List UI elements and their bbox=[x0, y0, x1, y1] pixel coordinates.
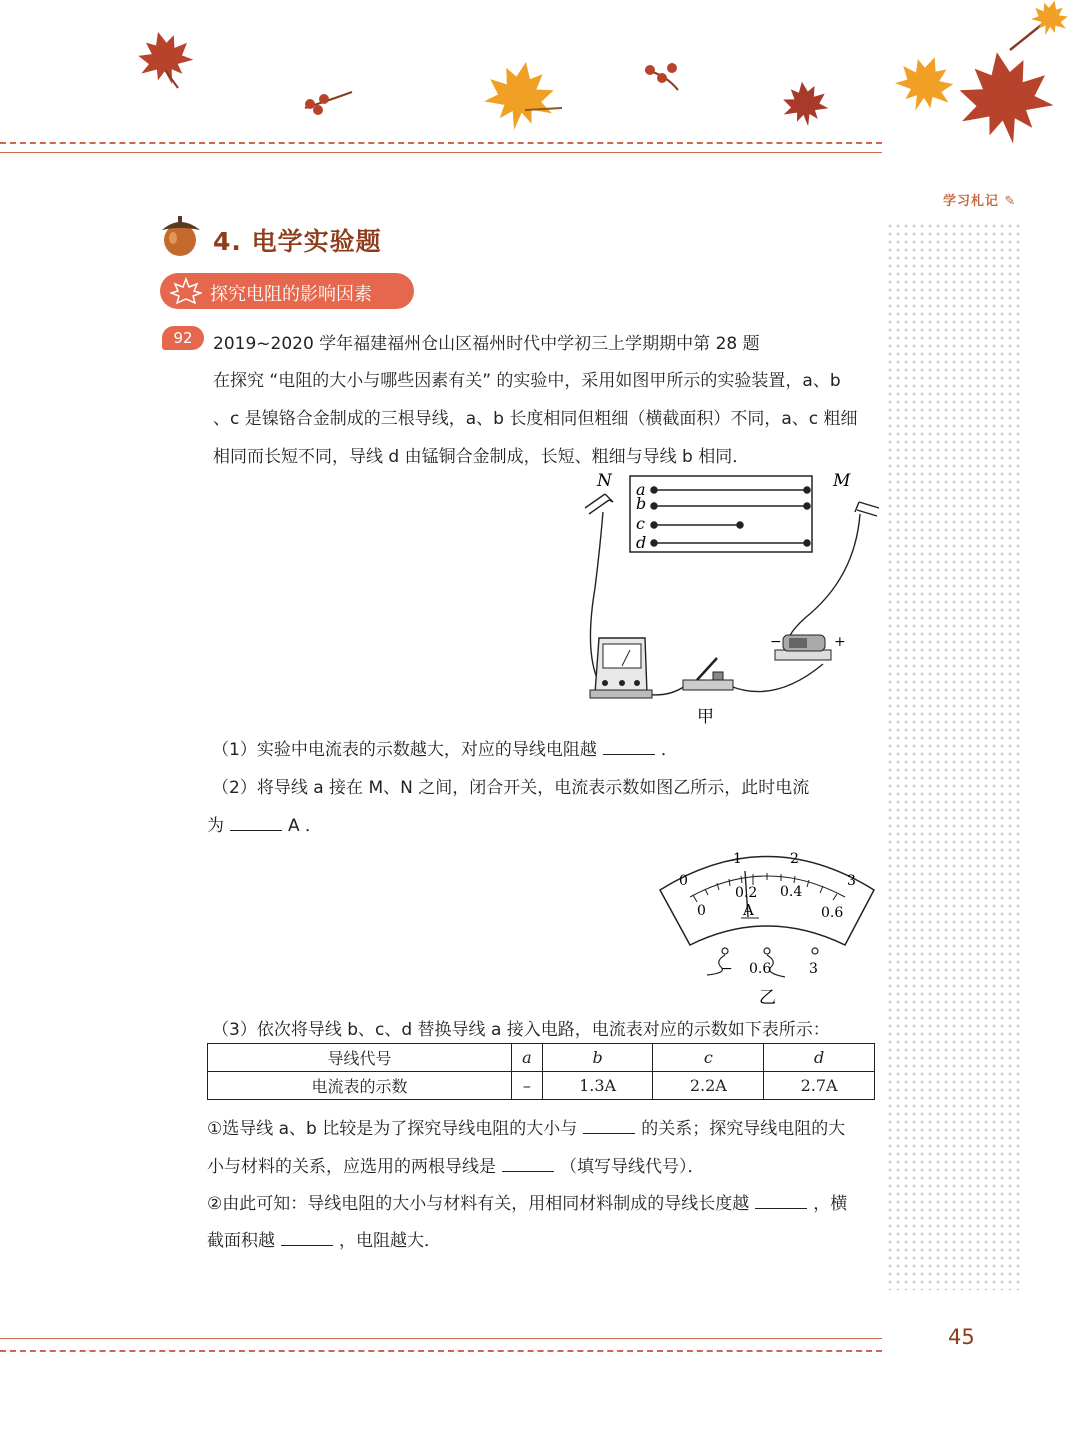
answer-blank-2[interactable] bbox=[230, 816, 282, 831]
topic-pill bbox=[160, 273, 414, 309]
table-cell: 2.7A bbox=[764, 1072, 875, 1100]
table-cell: d bbox=[764, 1044, 875, 1072]
bottom-dashed-line bbox=[0, 1350, 882, 1352]
table-cell: 1.3A bbox=[542, 1072, 653, 1100]
dial-unit: A bbox=[743, 901, 754, 919]
maple-leaf-icon bbox=[1028, 0, 1072, 40]
topic-label: 探究电阻的影响因素 bbox=[210, 284, 372, 305]
clip-m-icon bbox=[855, 502, 879, 516]
answer-blank-5[interactable] bbox=[755, 1194, 807, 1209]
current-readings-table bbox=[207, 1043, 875, 1100]
terminal-minus: − bbox=[721, 961, 733, 977]
figure-jia-caption: 甲 bbox=[697, 707, 714, 727]
battery-minus-label: − bbox=[770, 634, 782, 650]
wire-label-b: b bbox=[636, 494, 647, 513]
table-cell: c bbox=[653, 1044, 764, 1072]
table-cell: – bbox=[512, 1072, 543, 1100]
switch-icon bbox=[683, 658, 733, 690]
page-number: 45 bbox=[948, 1325, 975, 1349]
answer-blank-1[interactable] bbox=[603, 740, 655, 755]
figure-yi-caption: 乙 bbox=[759, 988, 776, 1008]
part-3-intro: （3）依次将导线 b、c、d 替换导线 a 接入电路，电流表对应的示数如下表所示： bbox=[212, 1020, 830, 1040]
pencil-icon: ✎ bbox=[1004, 194, 1017, 209]
question-source: 2019~2020 学年福建福州仓山区福州时代中学初三上学期期中第 28 题 bbox=[213, 334, 760, 354]
battery-icon bbox=[770, 634, 846, 660]
sub-1-line-1: ①选导线 a、b 比较是为了探究导线电阻的大小与 的关系；探究导线电阻的大 bbox=[207, 1119, 846, 1139]
maple-leaf-icon bbox=[888, 47, 961, 120]
maple-leaf-icon bbox=[951, 10, 1060, 152]
answer-blank-3[interactable] bbox=[583, 1119, 635, 1134]
maple-leaf-icon bbox=[780, 79, 831, 130]
maple-leaf-icon bbox=[480, 56, 562, 136]
wire-board bbox=[630, 476, 812, 552]
ammeter-icon bbox=[590, 638, 652, 698]
question-number-badge: 92 bbox=[162, 326, 204, 350]
table-cell: b bbox=[542, 1044, 653, 1072]
intro-line-2: 、c 是镍铬合金制成的三根导线，a、b 长度相同但粗细（横截面积）不同，a、c 粗细 bbox=[213, 409, 858, 429]
table-cell: 电流表的示数 bbox=[208, 1072, 512, 1100]
inner-scale-02: 0.2 bbox=[735, 885, 758, 901]
study-notes-label: 学习札记 ✎ bbox=[943, 194, 1017, 209]
wire-label-d: d bbox=[636, 533, 647, 552]
terminal-3: 3 bbox=[809, 961, 818, 977]
part-2-line-1: （2）将导线 a 接在 M、N 之间，闭合开关，电流表示数如图乙所示，此时电流 bbox=[212, 778, 810, 798]
intro-line-1: 在探究 “电阻的大小与哪些因素有关” 的实验中，采用如图甲所示的实验装置，a、b bbox=[213, 371, 841, 391]
leaf-icon bbox=[170, 277, 202, 305]
lead-m bbox=[787, 514, 860, 648]
acorn-icon bbox=[158, 212, 204, 258]
table-row bbox=[208, 1072, 875, 1100]
lead-switch-battery bbox=[730, 664, 823, 692]
outer-scale-1: 1 bbox=[733, 851, 742, 867]
maple-leaf-icon bbox=[132, 25, 198, 91]
section-title: 4. 电学实验题 bbox=[213, 227, 382, 256]
wire-label-a: a bbox=[636, 480, 646, 499]
inner-scale-0: 0 bbox=[697, 903, 706, 919]
table-cell: 2.2A bbox=[653, 1072, 764, 1100]
sub-2-line-2: 截面积越 ，电阻越大． bbox=[207, 1231, 441, 1251]
top-solid-line bbox=[0, 152, 882, 153]
dial-face bbox=[660, 857, 874, 946]
leaf-decoration bbox=[0, 0, 1080, 160]
terminal-m-label: M bbox=[833, 471, 851, 491]
terminal-n-label: N bbox=[597, 471, 612, 491]
outer-scale-2: 2 bbox=[790, 851, 799, 867]
sub-2-line-1: ②由此可知：导线电阻的大小与材料有关，用相同材料制成的导线长度越 ，横 bbox=[207, 1194, 848, 1214]
answer-blank-6[interactable] bbox=[281, 1231, 333, 1246]
table-cell: a bbox=[512, 1044, 543, 1072]
answer-blank-4[interactable] bbox=[502, 1157, 554, 1172]
clip-n-icon bbox=[585, 494, 613, 514]
intro-line-3: 相同而长短不同，导线 d 由锰铜合金制成，长短、粗细与导线 b 相同． bbox=[213, 447, 750, 467]
table-row bbox=[208, 1044, 875, 1072]
berry-branch-icon bbox=[305, 92, 352, 115]
inner-scale-06: 0.6 bbox=[821, 905, 844, 921]
outer-scale-0: 0 bbox=[679, 873, 688, 889]
part-1: （1）实验中电流表的示数越大，对应的导线电阻越 ． bbox=[212, 740, 678, 760]
inner-scale-04: 0.4 bbox=[780, 884, 803, 900]
figure-jia-circuit bbox=[575, 468, 885, 728]
outer-scale-3: 3 bbox=[847, 873, 856, 889]
terminal-06: 0.6 bbox=[749, 961, 772, 977]
berry-branch-icon bbox=[645, 63, 678, 90]
wire-label-c: c bbox=[636, 514, 645, 533]
top-dashed-line bbox=[0, 142, 882, 144]
battery-plus-label: + bbox=[834, 634, 846, 650]
part-2-line-2: 为 A ． bbox=[207, 816, 323, 836]
bottom-solid-line bbox=[0, 1338, 882, 1339]
sub-1-line-2: 小与材料的关系，应选用的两根导线是 （填写导线代号）． bbox=[207, 1157, 705, 1177]
notes-dot-panel bbox=[886, 222, 1022, 1290]
figure-yi-ammeter bbox=[655, 845, 880, 1010]
table-cell: 导线代号 bbox=[208, 1044, 512, 1072]
